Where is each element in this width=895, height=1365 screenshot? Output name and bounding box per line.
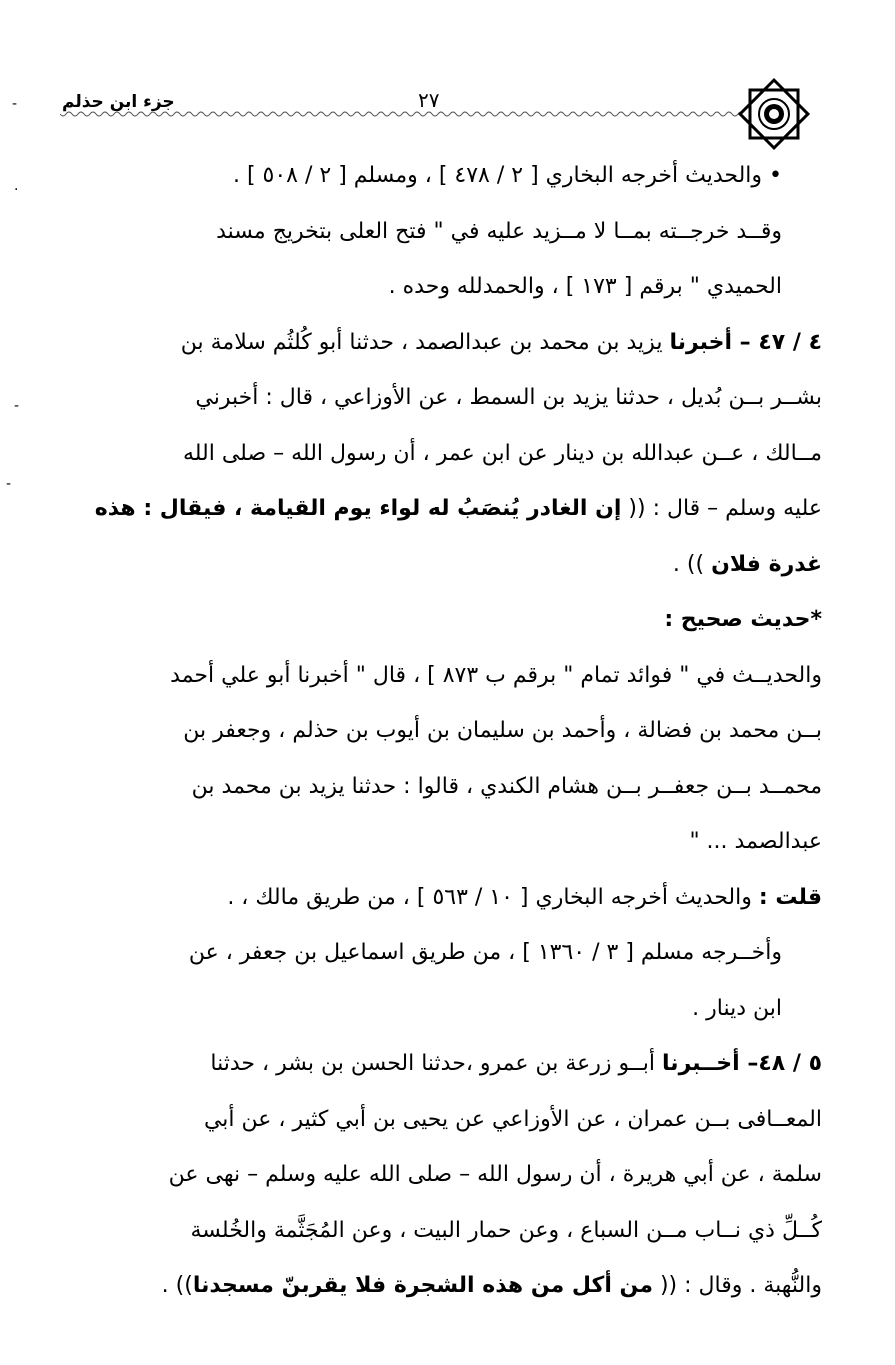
text-span: والحديــث في " فوائد تمام " برقم ب ٨٧٣ ] ، قال " أخبرنا أبو علي أحمد xyxy=(170,662,822,688)
text-span: محمــد بــن جعفــر بــن هشام الكندي ، قالوا : حدثنا يزيد بن محمد بن xyxy=(191,773,822,799)
text-line xyxy=(62,1147,822,1203)
text-span: عبدالصمد ... " xyxy=(689,829,822,854)
text-line xyxy=(62,315,822,371)
bold-text-span: إن الغادر يُنصَبُ له لواء يوم القيامة ، فيقال : هذه xyxy=(94,496,622,521)
text-line xyxy=(62,814,822,870)
text-span: والحديث أخرجه البخاري [ ١٠ / ٥٦٣ ] ، من طريق مالك ، . xyxy=(227,884,759,910)
text-span: أبــو زرعة بن عمرو ،حدثنا الحسن بن بشر ، حدثنا xyxy=(210,1051,663,1076)
bold-text-span: ٥ / ٤٨– أخــبرنا xyxy=(662,1051,822,1076)
bold-text-span: قلت : xyxy=(758,884,822,910)
text-span: وأخــرجه مسلم [ ٣ / ١٣٦٠ ] ، من طريق اسماعيل بن جعفر ، عن xyxy=(188,940,782,965)
margin-mark: - xyxy=(6,476,12,492)
text-span: يزيد بن محمد بن عبدالصمد ، حدثنا أبو كُلثُم سلامة بن xyxy=(180,329,670,355)
text-line xyxy=(62,759,822,815)
text-line xyxy=(62,703,822,759)
text-line xyxy=(62,1092,822,1148)
text-line xyxy=(62,1036,822,1092)
text-span: بــن محمد بن فضالة ، وأحمد بن سليمان بن أيوب بن حذلم ، وجعفر بن xyxy=(183,718,822,743)
text-line xyxy=(62,426,822,482)
margin-mark: - xyxy=(14,398,20,414)
text-span: • والحديث أخرجه البخاري [ ٢ / ٤٧٨ ] ، ومسلم [ ٢ / ٥٠٨ ] . xyxy=(232,163,782,188)
text-line xyxy=(62,648,822,704)
page-header xyxy=(40,68,840,130)
margin-mark: . xyxy=(14,178,19,194)
text-line xyxy=(62,981,822,1037)
text-line xyxy=(62,370,822,426)
body-text xyxy=(62,148,822,1314)
text-line xyxy=(62,148,822,204)
text-span: وقــد خرجــته بمــا لا مــزيد عليه في " فتح العلى بتخريج مسند xyxy=(216,218,782,244)
text-span: عليه وسلم – قال : (( xyxy=(621,496,822,521)
text-line xyxy=(62,925,822,981)
text-line xyxy=(62,259,822,315)
text-line xyxy=(62,481,822,537)
text-span: بشــر بــن بُديل ، حدثنا يزيد بن السمط ، عن الأوزاعي ، قال : أخبرني xyxy=(195,385,822,410)
bold-text-span: غدرة فلان xyxy=(711,551,822,577)
book-title: جزء ابن حذلم xyxy=(62,92,175,112)
text-line xyxy=(62,537,822,593)
text-span: )) . xyxy=(672,551,712,577)
text-span: الحميدي " برقم [ ١٧٣ ] ، والحمدلله وحده . xyxy=(388,274,782,299)
text-line xyxy=(62,1258,822,1314)
text-line xyxy=(62,870,822,926)
wavy-rule xyxy=(60,110,740,118)
text-span: ابن دينار . xyxy=(692,995,782,1021)
text-span: كُــلِّ ذي نــاب مــن السباع ، وعن حمار البيت ، وعن المُجَثَّمة والخُلسة xyxy=(190,1217,822,1243)
text-span: سلمة ، عن أبي هريرة ، أن رسول الله – صلى الله عليه وسلم – نهى عن xyxy=(168,1162,822,1187)
text-span: مــالك ، عــن عبدالله بن دينار عن ابن عمر ، أن رسول الله – صلى الله xyxy=(182,440,822,466)
bold-text-span: ٤ / ٤٧ – أخبرنا xyxy=(669,329,822,355)
text-span: المعــافى بــن عمران ، عن الأوزاعي عن يحيى بن أبي كثير ، عن أبي xyxy=(203,1106,822,1132)
margin-mark: - xyxy=(12,96,18,112)
bold-text-span: *حديث صحيح : xyxy=(664,607,822,632)
text-line xyxy=(62,1203,822,1259)
bold-text-span: من أكل من هذه الشجرة فلا يقربنّ مسجدنا xyxy=(192,1273,653,1298)
octagram-ornament-icon xyxy=(736,76,812,152)
text-span: والنُّهبة . وقال : (( xyxy=(652,1273,822,1298)
text-span: )) . xyxy=(161,1273,193,1298)
text-line xyxy=(62,204,822,260)
text-line xyxy=(62,592,822,648)
page-number: ٢٧ xyxy=(418,88,440,112)
